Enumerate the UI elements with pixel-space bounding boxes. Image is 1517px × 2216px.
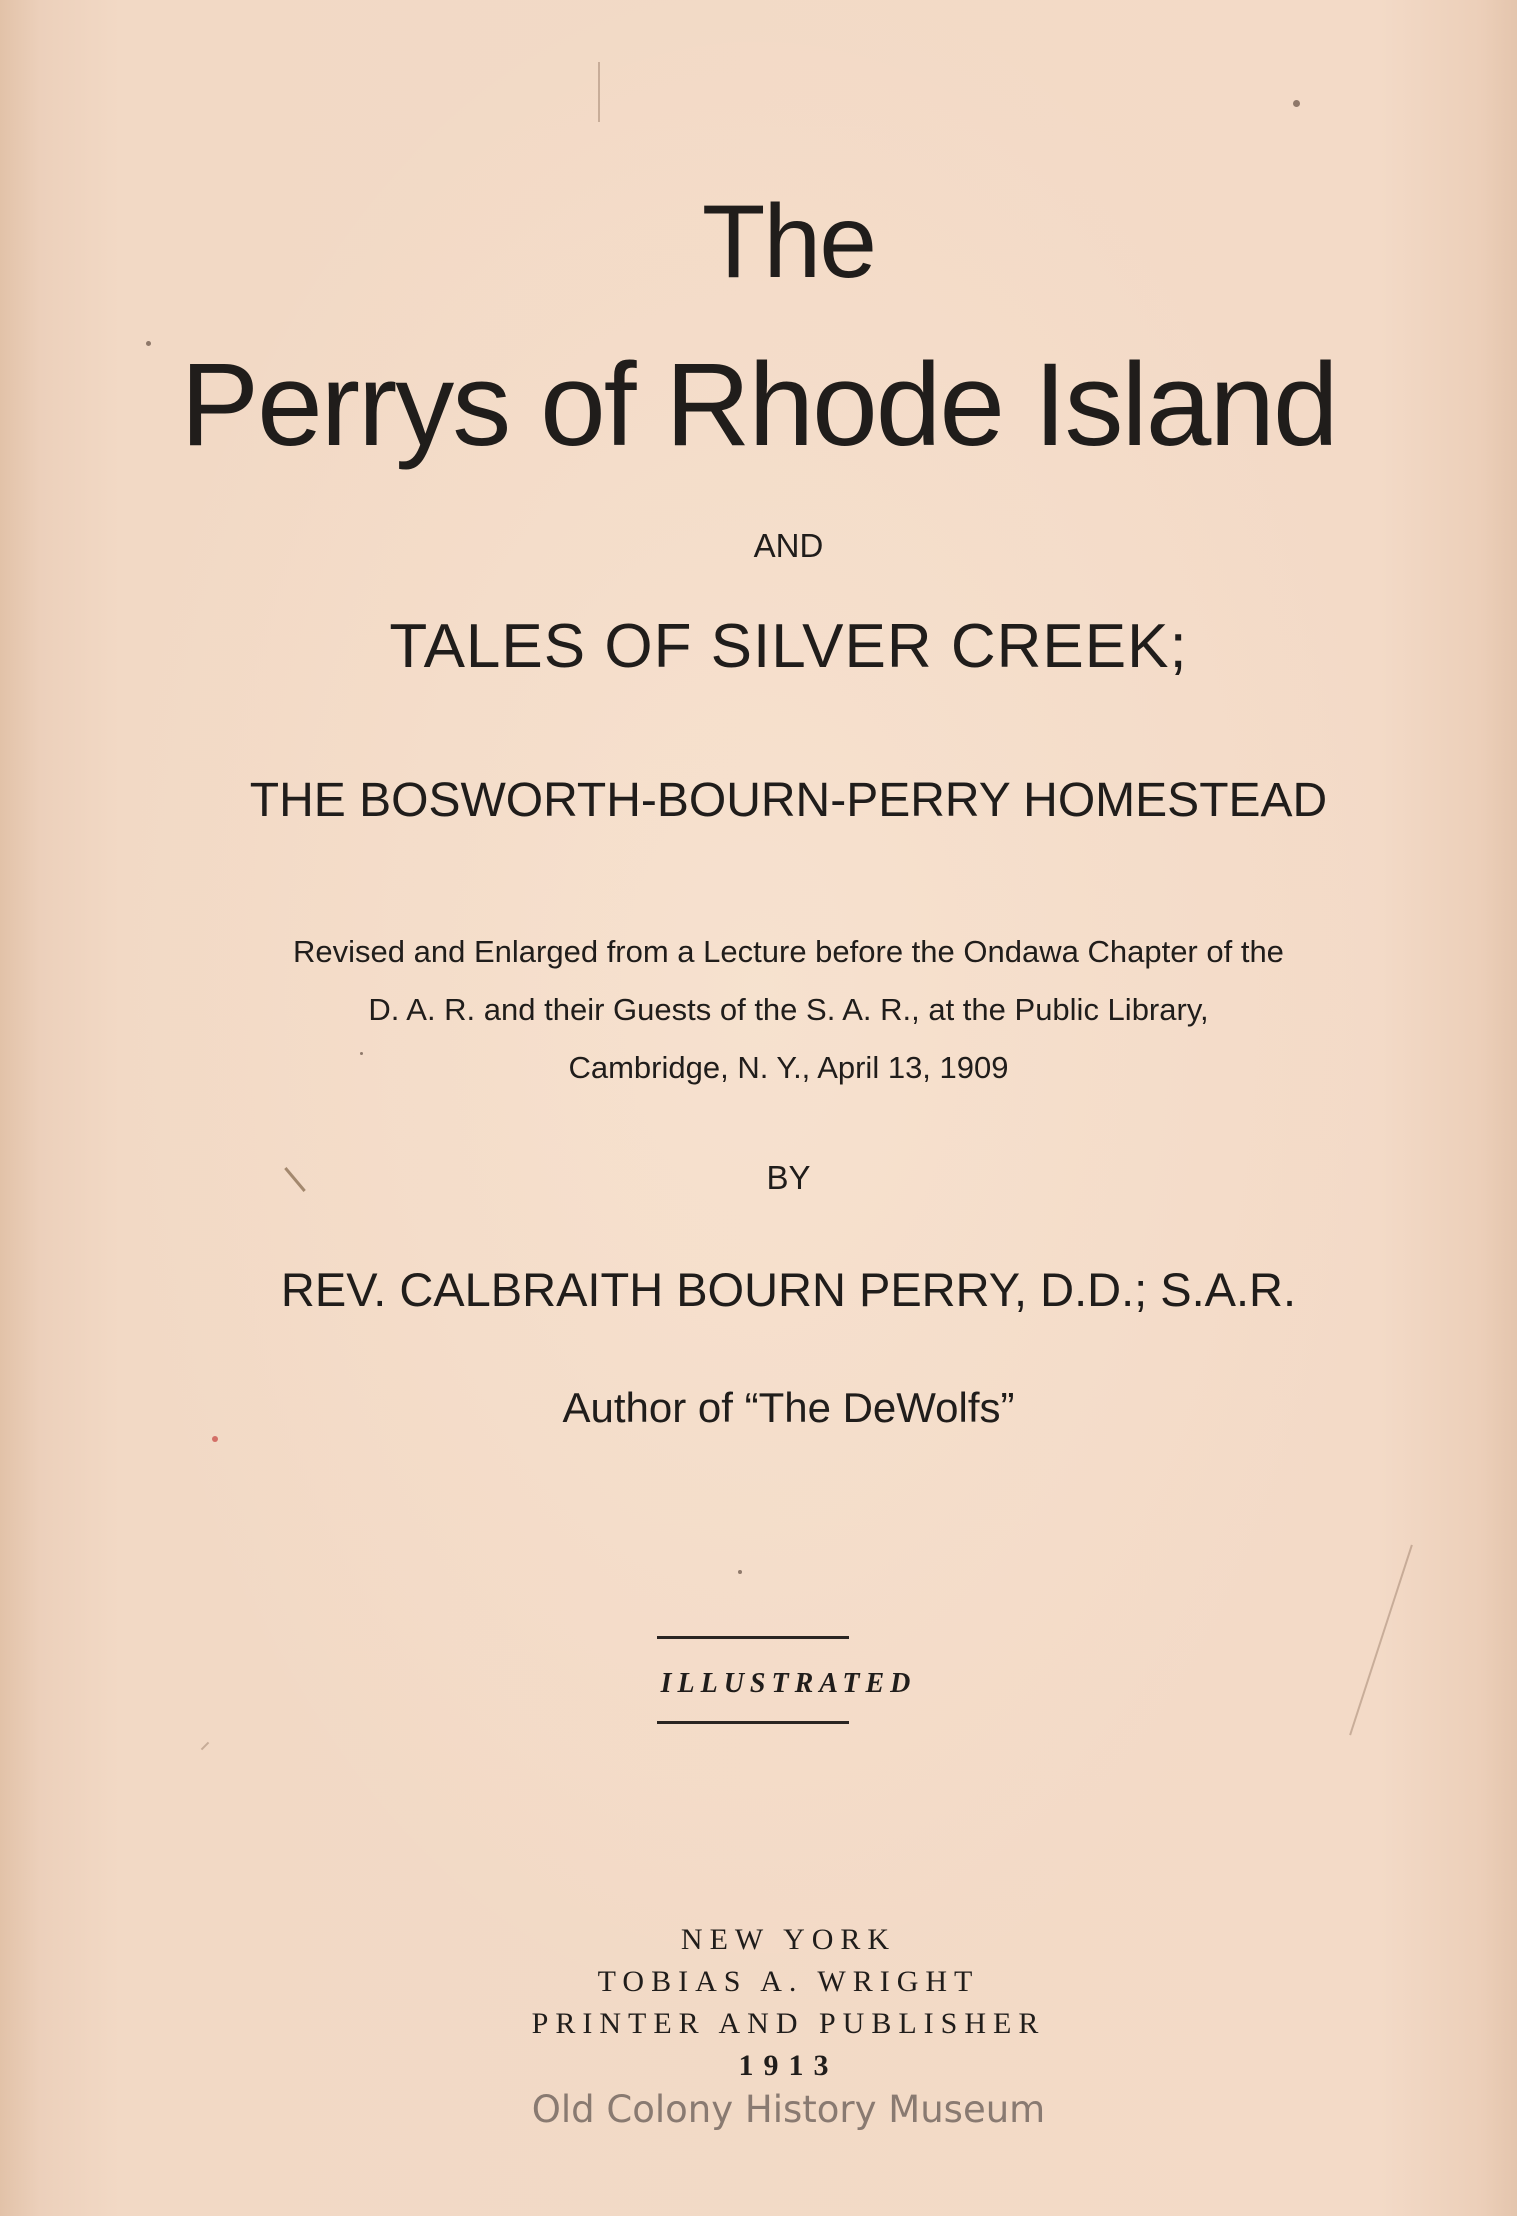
title-line-the: The (701, 184, 876, 300)
description-line-1: Revised and Enlarged from a Lecture before the Ondawa Chapter of the (293, 934, 1284, 969)
illustrated-label: ILLUSTRATED (660, 1668, 917, 1699)
imprint-city: NEW YORK (680, 1923, 897, 1956)
divider-top (657, 1636, 849, 1639)
paper-speck (738, 1570, 742, 1574)
paper-speck (146, 341, 151, 346)
author-note: Author of “The DeWolfs” (562, 1384, 1015, 1431)
description-line-3: Cambridge, N. Y., April 13, 1909 (568, 1050, 1009, 1085)
imprint-role: PRINTER AND PUBLISHER (531, 2007, 1046, 2040)
sub-subtitle: THE BOSWORTH-BOURN-PERRY HOMESTEAD (249, 774, 1328, 827)
description-line-2: D. A. R. and their Guests of the S. A. R., at the Public Library, (368, 992, 1209, 1027)
author-name: REV. CALBRAITH BOURN PERRY, D.D.; S.A.R. (280, 1263, 1297, 1316)
paper-scratch (1349, 1545, 1413, 1736)
paper-speck (1293, 100, 1300, 107)
paper-speck (360, 1052, 363, 1055)
by-label: BY (766, 1159, 811, 1196)
imprint-year: 1913 (738, 2049, 839, 2082)
watermark: Old Colony History Museum (531, 2088, 1046, 2131)
subtitle: TALES OF SILVER CREEK; (389, 612, 1188, 681)
conjunction-and: AND (753, 527, 824, 564)
imprint-printer: TOBIAS A. WRIGHT (597, 1965, 980, 1998)
paper-speck (212, 1436, 218, 1442)
paper-scratch (598, 62, 600, 122)
paper-scratch (201, 1742, 209, 1750)
main-title: Perrys of Rhode Island (180, 339, 1337, 471)
divider-bottom (657, 1721, 849, 1724)
